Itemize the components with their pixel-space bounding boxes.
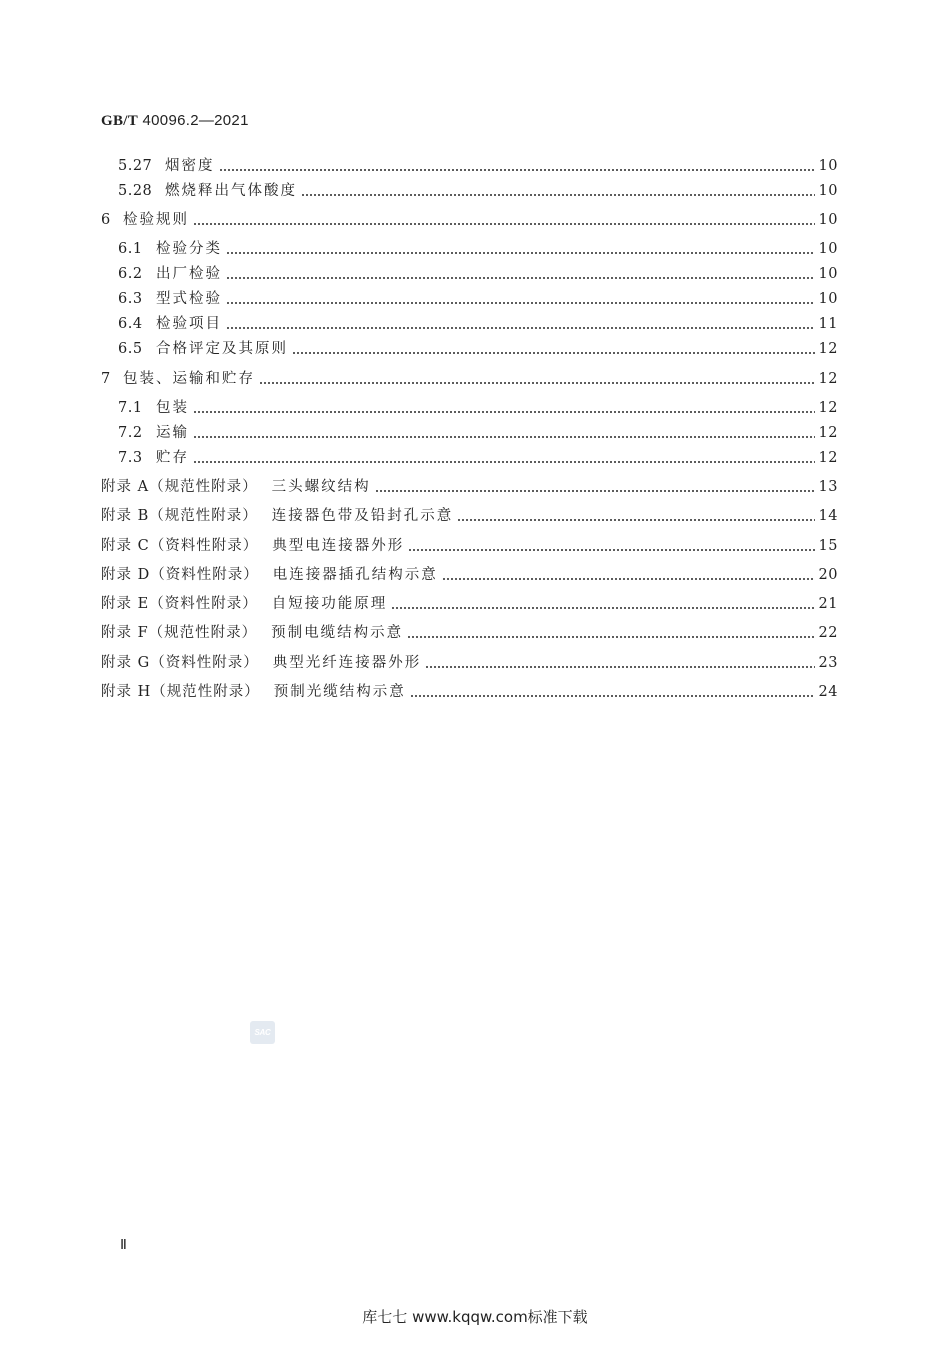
toc-entry-page: 14 [818, 508, 838, 524]
toc-entry-page: 13 [818, 479, 838, 495]
toc-entry-number: 7.2 [118, 425, 143, 441]
toc-entry[interactable] [101, 313, 838, 335]
toc-annex-entry[interactable] [101, 476, 838, 498]
toc-annex-entry[interactable] [101, 593, 838, 615]
toc-entry[interactable] [101, 447, 838, 469]
toc-entry-title: 包装、运输和贮存 [123, 371, 255, 387]
annex-label: 附录 D（资料性附录） [101, 567, 259, 583]
standard-number: 40096.2—2021 [142, 112, 249, 129]
toc-entry-page: 10 [818, 241, 838, 257]
toc-entry-title: 贮存 [156, 450, 189, 466]
toc-leader-dots [375, 490, 815, 492]
toc-entry[interactable] [101, 422, 838, 444]
toc-entry-page: 10 [818, 158, 838, 174]
toc-leader-dots [457, 519, 814, 521]
toc-annex-entry[interactable] [101, 535, 838, 557]
toc-leader-dots [193, 461, 815, 463]
toc-leader-dots [442, 578, 815, 580]
toc-entry-page: 12 [818, 400, 838, 416]
toc-leader-dots [408, 549, 814, 551]
toc-entry[interactable] [101, 397, 838, 419]
footer-source-text: 库七七 www.kqqw.com标准下载 [362, 1308, 588, 1326]
toc-leader-dots [425, 666, 814, 668]
toc-entry-page: 20 [818, 567, 838, 583]
toc-entry-page: 11 [818, 316, 838, 332]
document-header [101, 112, 249, 130]
toc-leader-dots [193, 223, 815, 225]
toc-entry-number: 6.4 [118, 316, 143, 332]
toc-entry-title: 包装 [156, 400, 189, 416]
toc-leader-dots [193, 411, 815, 413]
toc-entry-page: 10 [818, 212, 838, 228]
standard-code: GB/T [101, 113, 139, 129]
toc-entry-title: 电连接器插孔结构示意 [272, 567, 438, 583]
toc-entry-title: 型式检验 [156, 291, 222, 307]
toc-entry-title: 预制光缆结构示意 [273, 684, 406, 700]
toc-entry-page: 21 [818, 596, 838, 612]
annex-label: 附录 B（规范性附录） [101, 508, 258, 524]
toc-leader-dots [259, 382, 815, 384]
toc-entry-number: 6.2 [118, 266, 143, 282]
toc-entry-number: 5.27 [118, 158, 153, 174]
toc-entry-page: 12 [818, 371, 838, 387]
toc-entry-page: 24 [818, 684, 838, 700]
toc-entry-number: 7 [101, 371, 111, 387]
toc-entry-page: 10 [818, 266, 838, 282]
annex-label: 附录 G（资料性附录） [101, 655, 259, 671]
toc-entry[interactable] [101, 209, 838, 231]
toc-entry-page: 10 [818, 183, 838, 199]
toc-entry[interactable] [101, 338, 838, 360]
toc-entry-page: 12 [818, 450, 838, 466]
toc-entry-title: 检验规则 [123, 212, 189, 228]
toc-entry-page: 12 [818, 425, 838, 441]
toc-entry-title: 检验项目 [156, 316, 222, 332]
toc-entry-number: 7.3 [118, 450, 143, 466]
toc-entry-page: 15 [818, 538, 838, 554]
toc-entry-title: 典型电连接器外形 [272, 538, 405, 554]
toc-leader-dots [407, 636, 814, 638]
annex-label: 附录 H（规范性附录） [101, 684, 260, 700]
toc-entry[interactable] [101, 288, 838, 310]
toc-entry-title: 检验分类 [156, 241, 222, 257]
toc-entry-title: 典型光纤连接器外形 [272, 655, 422, 671]
toc-leader-dots [226, 277, 815, 279]
toc-entry-title: 出厂检验 [156, 266, 222, 282]
toc-entry[interactable] [101, 263, 838, 285]
sac-watermark-logo [250, 1021, 275, 1044]
toc-entry-title: 自短接功能原理 [271, 596, 388, 612]
annex-label: 附录 C（资料性附录） [101, 538, 259, 554]
toc-entry-number: 6.3 [118, 291, 143, 307]
toc-leader-dots [292, 352, 815, 354]
toc-entry-page: 10 [818, 291, 838, 307]
toc-entry-number: 6.5 [118, 341, 143, 357]
toc-entry-title: 运输 [156, 425, 189, 441]
toc-entry-title: 连接器色带及铅封孔示意 [271, 508, 454, 524]
annex-label: 附录 F（规范性附录） [101, 625, 258, 641]
toc-leader-dots [301, 194, 815, 196]
toc-entry-page: 23 [818, 655, 838, 671]
toc-entry-page: 22 [818, 625, 838, 641]
annex-label: 附录 A（规范性附录） [101, 479, 258, 495]
toc-leader-dots [391, 607, 814, 609]
toc-entry-title: 燃烧释出气体酸度 [165, 183, 297, 199]
toc-leader-dots [410, 695, 815, 697]
toc-entry[interactable] [101, 180, 838, 202]
toc-entry-number: 6.1 [118, 241, 143, 257]
toc-entry-title: 烟密度 [165, 158, 215, 174]
toc-entry-title: 三头螺纹结构 [271, 479, 371, 495]
toc-entry-number: 5.28 [118, 183, 153, 199]
toc-leader-dots [226, 327, 815, 329]
toc-leader-dots [219, 169, 815, 171]
toc-entry-number: 6 [101, 212, 111, 228]
toc-entry[interactable] [101, 238, 838, 260]
toc-entry-title: 合格评定及其原则 [156, 341, 288, 357]
toc-annex-entry[interactable] [101, 681, 838, 703]
toc-annex-entry[interactable] [101, 652, 838, 674]
toc-entry-number: 7.1 [118, 400, 143, 416]
toc-leader-dots [193, 436, 815, 438]
toc-entry-page: 12 [818, 341, 838, 357]
toc-annex-entry[interactable] [101, 564, 838, 586]
toc-entry-title: 预制电缆结构示意 [271, 625, 404, 641]
toc-entry[interactable] [101, 368, 838, 390]
watermark-text: SAC [254, 1028, 271, 1037]
toc-annex-entry[interactable] [101, 622, 838, 644]
toc-annex-entry[interactable] [101, 505, 838, 527]
toc-leader-dots [226, 252, 815, 254]
toc-leader-dots [226, 302, 815, 304]
annex-label: 附录 E（资料性附录） [101, 596, 258, 612]
page-number: Ⅱ [120, 1238, 127, 1253]
toc-entry[interactable] [101, 155, 838, 177]
